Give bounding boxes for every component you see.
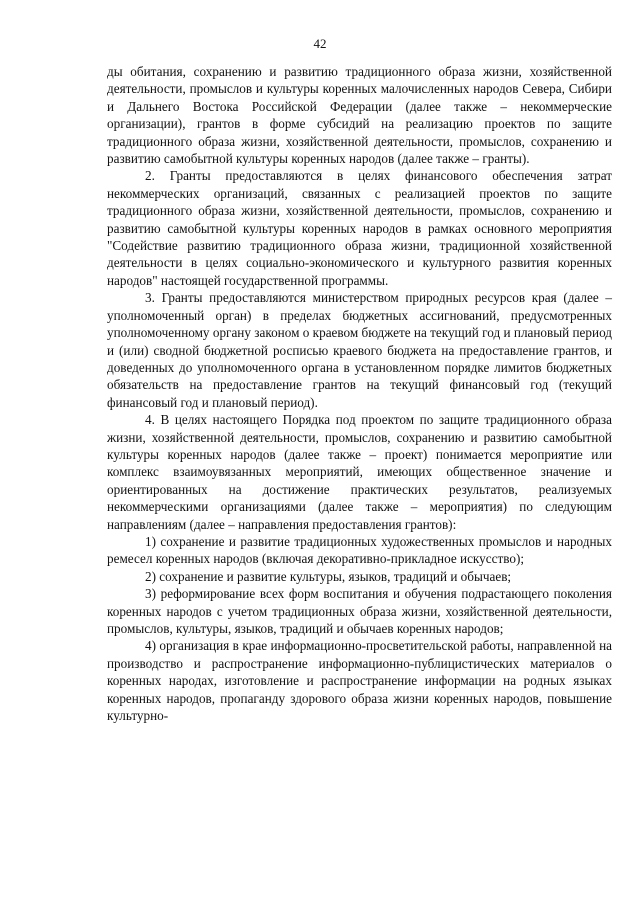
paragraph-item-3: 3. Гранты предоставляются министерством природных ресурсов края (далее – уполномоченный орган) в пределах бюджетных ассигнований, предусмотренных уполномоченному органу законом о краевом бюджете на текущий год и плановый период и (или) сводной бюджетной росписью краевого бюджета на предоставление грантов, и доведенных до уполномоченного органа в установленном порядке лимитов бюджетных обязательств на предоставление грантов на текущий финансовый год (текущий финансовый год и плановый период).	[107, 290, 612, 410]
list-item-4-4: 4) организация в крае информационно-просветительской работы, направленной на производство и распространение информационно-публицистических материалов о коренных народах, изготовление и распространение информации на родных языках коренных народов, пропаганду здорового образа жизни коренных народов, повышение культурно-	[107, 638, 612, 724]
paragraph-item-4: 4. В целях настоящего Порядка под проектом по защите традиционного образа жизни, хозяйственной деятельности, промыслов, сохранению и развитию самобытной культуры коренных народов (далее также – проект) понимается мероприятие или комплекс взаимоувязанных мероприятий, имеющих общественное значение и ориентированных на достижение практических результатов, реализуемых некоммерческими организациями (далее также – мероприятия) по следующим направлениям (далее – направления предоставления грантов):	[107, 412, 612, 532]
list-item-4-1: 1) сохранение и развитие традиционных художественных промыслов и народных ремесел коренных народов (включая декоративно-прикладное искусство);	[107, 533, 612, 567]
page-number: 42	[313, 36, 327, 51]
list-item-4-3: 3) реформирование всех форм воспитания и обучения подрастающего поколения коренных народов с учетом традиционных образа жизни, хозяйственной деятельности, промыслов, культуры, языков, традиций и обычаев коренных народов;	[107, 586, 612, 636]
list-item-4-2: 2) сохранение и развитие культуры, языков, традиций и обычаев;	[145, 568, 512, 584]
document-body	[107, 63, 612, 724]
paragraph-continuation: ды обитания, сохранению и развитию традиционного образа жизни, хозяйственной деятельности, промыслов и культуры коренных малочисленных народов Севера, Сибири и Дальнего Востока Российской Федерации (далее также – некоммерческие организации), грантов в форме субсидий на реализацию проектов по защите традиционного образа жизни, хозяйственной деятельности, промыслов, сохранению и развитию самобытной культуры коренных народов (далее также – гранты).	[107, 64, 612, 167]
paragraph-item-2: 2. Гранты предоставляются в целях финансового обеспечения затрат некоммерческих организаций, связанных с реализацией проектов по защите традиционного образа жизни, хозяйственной деятельности, промыслов, сохранению и развитию самобытной культуры коренных народов в рамках основного мероприятия "Содействие развитию традиционного образа жизни, традиционной хозяйственной деятельности в целях социально-экономического и культурного развития коренных народов" настоящей государственной программы.	[107, 168, 612, 288]
